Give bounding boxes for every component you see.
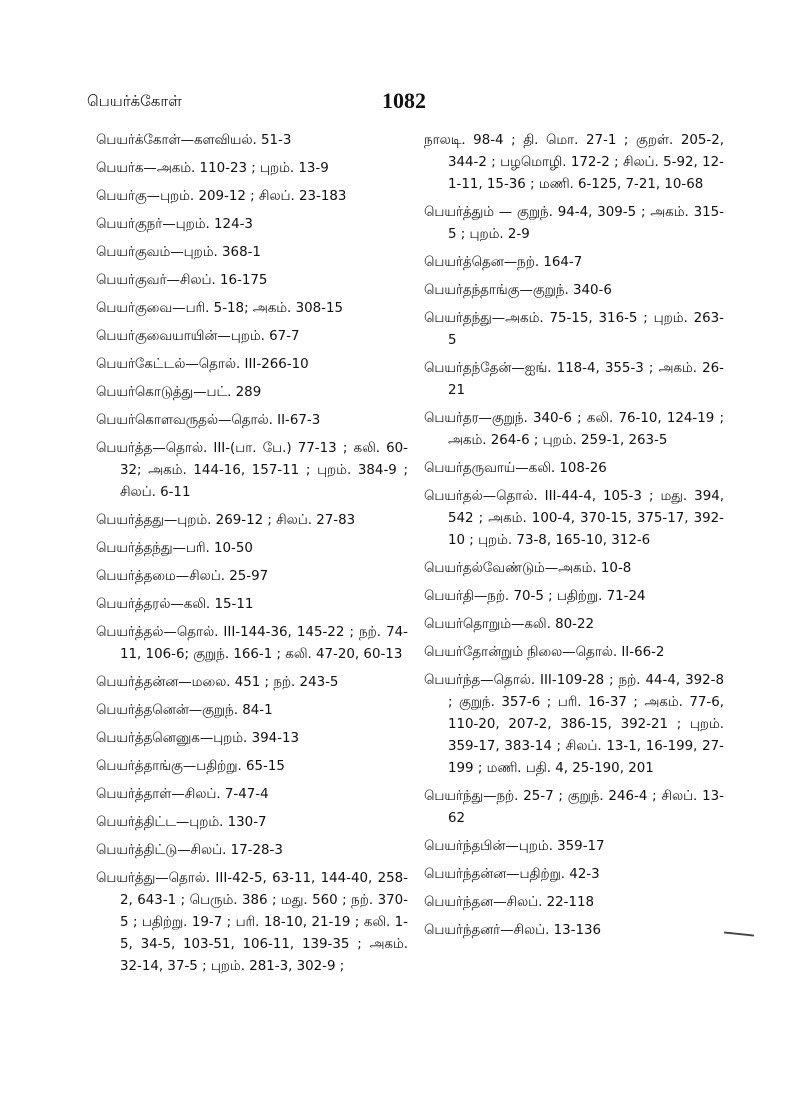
index-entry: பெயர்க்கோள்—களவியல். 51-3 xyxy=(96,133,292,148)
index-entry: பெயர்ந்தனர்—சிலப். 13-136 xyxy=(424,923,602,938)
index-entry: பெயர்கொடுத்து—பட். 289 xyxy=(96,385,262,400)
index-entry: பெயர்த்தனெனுக—புறம். 394-13 xyxy=(96,731,300,746)
index-entry: பெயர்குவம்—புறம். 368-1 xyxy=(96,245,261,260)
index-entry: பெயர்தி—நற். 70-5 ; பதிற்று. 71-24 xyxy=(424,589,646,604)
index-entry: பெயர்தல்—தொல். III-44-4, 105-3 ; மது. 394, 542 ; அகம். 100-4, 370-15, 375-17, 392-10 ; புறம். 73-8, 165-10, 312-6 xyxy=(424,489,724,548)
index-entry: பெயர்குவை—பரி. 5-18; அகம். 308-15 xyxy=(96,301,344,316)
index-entry: பெயர்த்த—தொல். III-(பா. பே.) 77-13 ; கலி. 60-32; அகம். 144-16, 157-11 ; புறம். 384-9 ; சிலப். 6-11 xyxy=(96,441,408,500)
index-entry: பெயர்தருவாய்—கலி. 108-26 xyxy=(424,461,607,476)
index-entry: பெயர்கேட்டல்—தொல். III-266-10 xyxy=(96,357,309,372)
index-entry: பெயர்ந்து—நற். 25-7 ; குறுந். 246-4 ; சிலப். 13-62 xyxy=(424,789,724,826)
index-entry: பெயர்குவர்—சிலப். 16-175 xyxy=(96,273,268,288)
index-entry: பெயர்த்தரல்—கலி. 15-11 xyxy=(96,597,254,612)
index-entry: பெயர்தோன்றும் நிலை—தொல். II-66-2 xyxy=(424,645,665,660)
index-entry: பெயர்ந்த—தொல். III-109-28 ; நற். 44-4, 392-8 ; குறுந். 357-6 ; பரி. 16-37 ; அகம். 77-6, 110-20, 207-2, 386-15, 392-21 ; புறம். 359-17, 383-14 ; சிலப். 13-1, 16-199, 27-199 ; மணி. பதி. 4, 25-190, 201 xyxy=(424,673,724,776)
index-entry: பெயர்ந்தன—சிலப். 22-118 xyxy=(424,895,595,910)
index-entry: பெயர்குநர்—புறம். 124-3 xyxy=(96,217,253,232)
index-entry: பெயர்கொளவருதல்—தொல். II-67-3 xyxy=(96,413,321,428)
index-entry: பெயர்தொறும்—கலி. 80-22 xyxy=(424,617,594,632)
index-entry: பெயர்த்தாள்—சிலப். 7-47-4 xyxy=(96,787,269,802)
index-entry: பெயர்ந்தன்ன—பதிற்று. 42-3 xyxy=(424,867,600,882)
index-entry: பெயர்த்தமை—சிலப். 25-97 xyxy=(96,569,269,584)
index-entry: பெயர்குவையாயின்—புறம். 67-7 xyxy=(96,329,300,344)
index-entry: பெயர்தந்து—அகம். 75-15, 316-5 ; புறம். 263-5 xyxy=(424,311,724,348)
index-entry: பெயர்த்தந்து—பரி. 10-50 xyxy=(96,541,253,556)
index-entry: பெயர்கு—புறம். 209-12 ; சிலப். 23-183 xyxy=(96,189,347,204)
index-entry: பெயர்த்தனென்—குறுந். 84-1 xyxy=(96,703,273,718)
index-entry: பெயர்தந்தாங்கு—குறுந். 340-6 xyxy=(424,283,612,298)
index-entry: பெயர்த்தாங்கு—பதிற்று. 65-15 xyxy=(96,759,285,774)
index-entry-continued: நாலடி. 98-4 ; தி. மொ. 27-1 ; குறள். 205-2, 344-2 ; பழமொழி. 172-2 ; சிலப். 5-92, 12-1-11, 15-36 ; மணி. 6-125, 7-21, 10-68 xyxy=(424,133,724,192)
index-column-left xyxy=(96,130,408,984)
index-entry: பெயர்ந்தபின்—புறம். 359-17 xyxy=(424,839,605,854)
index-entry: பெயர்த்தும் — குறுந். 94-4, 309-5 ; அகம். 315-5 ; புறம். 2-9 xyxy=(424,205,724,242)
index-entry: பெயர்த்திட்டு—சிலப். 17-28-3 xyxy=(96,843,283,858)
index-entry: பெயர்த்தல்—தொல். III-144-36, 145-22 ; நற். 74-11, 106-6; குறுந். 166-1 ; கலி. 47-20, 60-13 xyxy=(96,625,408,662)
index-entry: பெயர்தந்தேன்—ஐங். 118-4, 355-3 ; அகம். 26-21 xyxy=(424,361,724,398)
index-entry: பெயர்த்தது—புறம். 269-12 ; சிலப். 27-83 xyxy=(96,513,356,528)
running-head: பெயர்க்கோள் xyxy=(87,92,182,110)
index-entry: பெயர்த்து—தொல். III-42-5, 63-11, 144-40, 258-2, 643-1 ; பெரும். 386 ; மது. 560 ; நற். 370-5 ; பதிற்று. 19-7 ; பரி. 18-10, 21-19 ; கலி. 1-5, 34-5, 103-51, 106-11, 139-35 ; அகம். 32-14, 37-5 ; புறம். 281-3, 302-9 ; xyxy=(96,871,408,974)
index-entry: பெயர்த்திட்ட—புறம். 130-7 xyxy=(96,815,267,830)
index-entry: பெயர்த்தென—நற். 164-7 xyxy=(424,255,583,270)
margin-pen-mark xyxy=(724,931,754,936)
index-entry: பெயர்க—அகம். 110-23 ; புறம். 13-9 xyxy=(96,161,329,176)
index-entry: பெயர்தர—குறுந். 340-6 ; கலி. 76-10, 124-19 ; அகம். 264-6 ; புறம். 259-1, 263-5 xyxy=(424,411,724,448)
index-entry: பெயர்த்தன்ன—மலை. 451 ; நற். 243-5 xyxy=(96,675,339,690)
page-number: 1082 xyxy=(382,88,426,113)
index-column-right xyxy=(424,130,724,948)
index-entry: பெயர்தல்வேண்டும்—அகம். 10-8 xyxy=(424,561,632,576)
